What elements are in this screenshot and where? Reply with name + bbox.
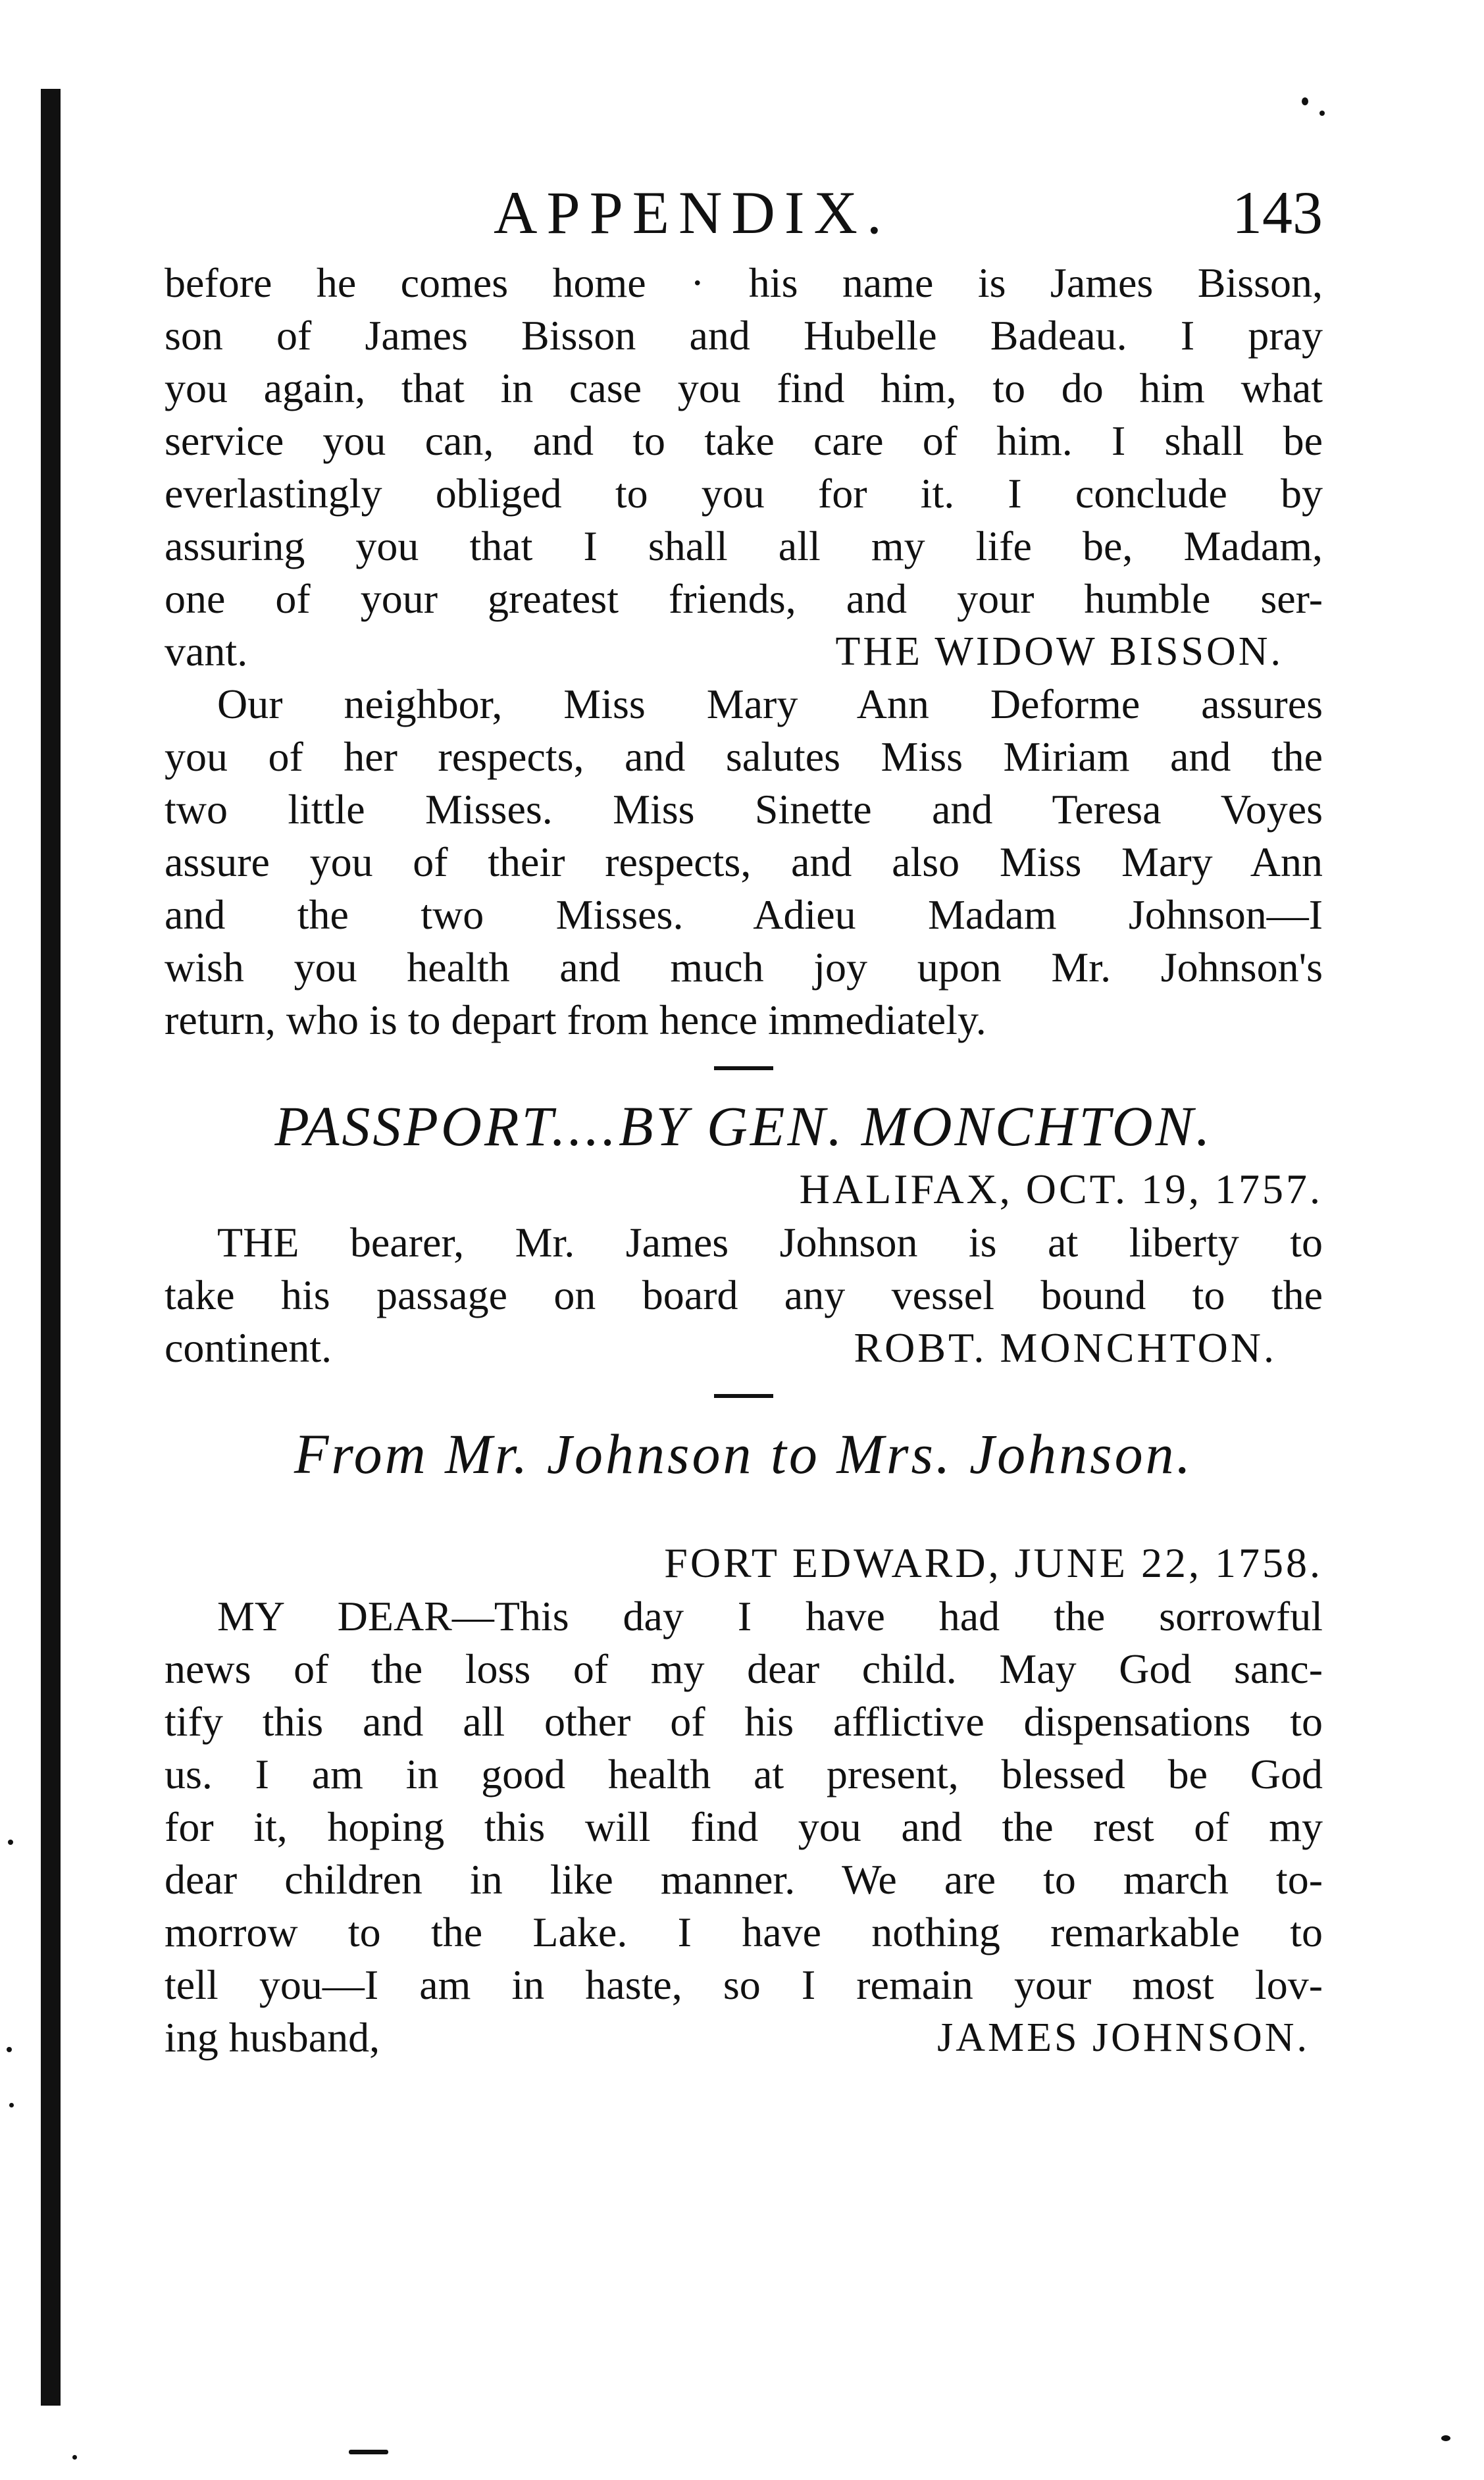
page-number: 143 bbox=[1232, 179, 1323, 246]
page-header bbox=[165, 165, 1323, 257]
section-divider bbox=[714, 1066, 773, 1070]
scan-speck bbox=[7, 2047, 12, 2052]
scan-speck bbox=[349, 2450, 388, 2454]
letter-ending bbox=[165, 257, 1323, 678]
text-line: news of the loss of my dear child. May God sanc- bbox=[165, 1645, 1323, 1692]
text-line: dear children in like manner. We are to march to- bbox=[165, 1856, 1323, 1903]
text-line: continent. bbox=[165, 1324, 332, 1371]
text-line: ing husband, bbox=[165, 2014, 380, 2061]
text-line: Our neighbor, Miss Mary Ann Deforme assures bbox=[217, 681, 1323, 727]
section-heading: PASSPORT....BY GEN. MONCHTON. bbox=[274, 1095, 1213, 1158]
text-line: morrow to the Lake. I have nothing remarkable to bbox=[165, 1909, 1323, 1955]
text-line: take his passage on board any vessel bound to the bbox=[165, 1272, 1323, 1318]
text-line: one of your greatest friends, and your humble ser- bbox=[165, 575, 1323, 622]
text-line: service you can, and to take care of him. I shall be bbox=[165, 417, 1323, 464]
scan-speck bbox=[1319, 111, 1325, 116]
text-line: tell you—I am in haste, so I remain your most lov- bbox=[165, 1961, 1323, 2008]
text-line: us. I am in good health at present, blessed be God bbox=[165, 1751, 1323, 1797]
scan-speck bbox=[9, 2103, 14, 2107]
book-page bbox=[165, 165, 1323, 2064]
signature: THE WIDOW BISSON. bbox=[835, 629, 1283, 674]
scan-speck bbox=[8, 1840, 13, 1845]
text-line: THE bearer, Mr. James Johnson is at liberty to bbox=[217, 1219, 1323, 1266]
scan-speck bbox=[1302, 97, 1308, 105]
text-line: you again, that in case you find him, to do him what bbox=[165, 365, 1323, 411]
section-divider bbox=[714, 1394, 773, 1398]
closing-line bbox=[165, 2011, 1323, 2064]
text-line: wish you health and much joy upon Mr. Johnson's bbox=[165, 944, 1323, 991]
text-line: tify this and all other of his afflictive dispensations to bbox=[165, 1698, 1323, 1745]
text-line: vant. bbox=[165, 628, 248, 675]
closing-line bbox=[165, 625, 1323, 678]
text-line: son of James Bisson and Hubelle Badeau. I pray bbox=[165, 312, 1323, 359]
text-line: for it, hoping this will find you and the rest of my bbox=[165, 1803, 1323, 1850]
section-heading: From Mr. Johnson to Mrs. Johnson. bbox=[294, 1422, 1194, 1485]
scan-speck bbox=[1441, 2435, 1450, 2441]
dateline: HALIFAX, OCT. 19, 1757. bbox=[799, 1166, 1323, 1212]
closing-line bbox=[165, 1322, 1323, 1374]
signature: JAMES JOHNSON. bbox=[937, 2015, 1310, 2060]
letter-section bbox=[165, 1418, 1323, 2064]
text-line: you of her respects, and salutes Miss Miriam and the bbox=[165, 733, 1323, 780]
passport-section bbox=[165, 1090, 1323, 1374]
text-line: before he comes home · his name is James Bisson, bbox=[165, 259, 1323, 306]
postscript bbox=[165, 678, 1323, 1046]
signature: ROBT. MONCHTON. bbox=[854, 1324, 1277, 1371]
running-head: APPENDIX. bbox=[494, 179, 891, 246]
dateline: FORT EDWARD, JUNE 22, 1758. bbox=[664, 1539, 1323, 1586]
scan-speck bbox=[72, 2455, 77, 2460]
text-line: MY DEAR—This day I have had the sorrowful bbox=[217, 1593, 1323, 1640]
text-line: return, who is to depart from hence immediately. bbox=[165, 996, 986, 1043]
text-line: and the two Misses. Adieu Madam Johnson—I bbox=[165, 891, 1323, 938]
page-binding-edge bbox=[41, 89, 61, 2406]
text-line: assure you of their respects, and also Miss Mary Ann bbox=[165, 839, 1323, 885]
text-line: two little Misses. Miss Sinette and Teresa Voyes bbox=[165, 786, 1323, 833]
text-line: everlastingly obliged to you for it. I conclude by bbox=[165, 470, 1323, 517]
text-line: assuring you that I shall all my life be, Madam, bbox=[165, 523, 1323, 569]
